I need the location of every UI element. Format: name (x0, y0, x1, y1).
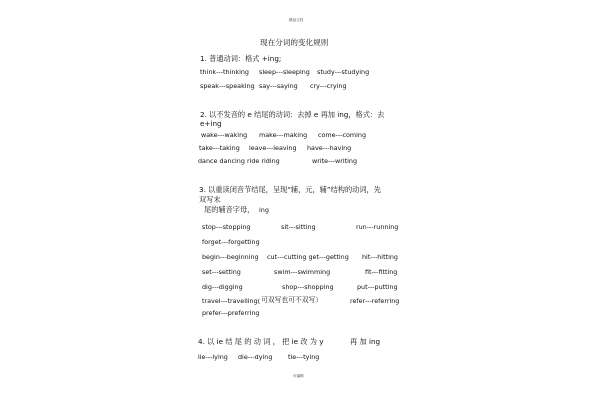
example-speak: speak---speaking (200, 82, 255, 90)
section-4-heading: 4. 以 ie 结 尾 的 动 词 ， 把 ie 改 为 y (198, 337, 324, 346)
example-leave: leave---leaving (249, 144, 297, 152)
example-put: put---putting (357, 283, 398, 291)
example-set: set---setting (202, 268, 241, 276)
example-run: run---running (356, 223, 399, 231)
example-make: make---making (259, 131, 308, 139)
example-prefer: prefer---preferring (202, 309, 260, 317)
example-dance-ride: dance dancing ride riding (198, 157, 280, 165)
example-sleep: sleep---sleeping (259, 68, 310, 76)
page-title: 现在分词的变化规则 (260, 38, 329, 47)
page-header: 精品文档 (289, 18, 304, 22)
section-1-heading: 1. 普通动词：格式 +ing; (200, 54, 282, 63)
example-write: write---writing (312, 157, 358, 165)
example-fit: fit---fitting (365, 268, 398, 276)
example-travel: travel---travelling( (202, 297, 261, 305)
example-shop: shop---shopping (282, 283, 334, 291)
example-stop: stop---stopping (202, 223, 251, 231)
example-come: come---coming (318, 131, 367, 139)
example-forget: forget---forgetting (202, 238, 260, 246)
section-2-heading-cont: e+ing (200, 119, 222, 128)
section-3-heading-ing: ing (259, 206, 269, 214)
example-have: have---having (307, 144, 352, 152)
example-sit: sit---sitting (281, 223, 316, 231)
section-4-heading-end: 再 加 ing (350, 337, 381, 346)
example-cut-get: cut---cutting get---getting (267, 253, 349, 261)
page-footer: 可编辑 (293, 374, 304, 378)
example-hit: hit---hitting (362, 253, 398, 261)
example-tie: tie---tying (288, 353, 320, 361)
section-3-heading-end: 尾的辅音字母， (204, 205, 255, 214)
example-lie: lie---lying (198, 353, 228, 361)
section-3-heading: 3. 以重读闭音节结尾，呈现“辅，元，辅”结构的动词，先 (199, 185, 381, 194)
example-say: say---saying (259, 82, 298, 90)
section-3-heading-cont: 双写末 (199, 195, 221, 204)
example-refer: refer---referring (350, 297, 400, 305)
section-2-heading: 2. 以不发音的 e 结尾的动词：去掉 e 再加 ing，格式：去 (200, 110, 385, 119)
example-study: study---studying (317, 68, 370, 76)
example-begin: begin---beginning (202, 253, 259, 261)
note-optional-double: 可双写也可不双写） (261, 296, 323, 304)
example-swim: swim---swimming (274, 268, 331, 276)
example-cry: cry---crying (310, 82, 347, 90)
example-dig: dig---digging (202, 283, 243, 291)
example-wake: wake---waking (201, 131, 248, 139)
example-take: take---taking (199, 144, 240, 152)
example-think: think---thinking (200, 68, 249, 76)
example-die: die---dying (238, 353, 273, 361)
